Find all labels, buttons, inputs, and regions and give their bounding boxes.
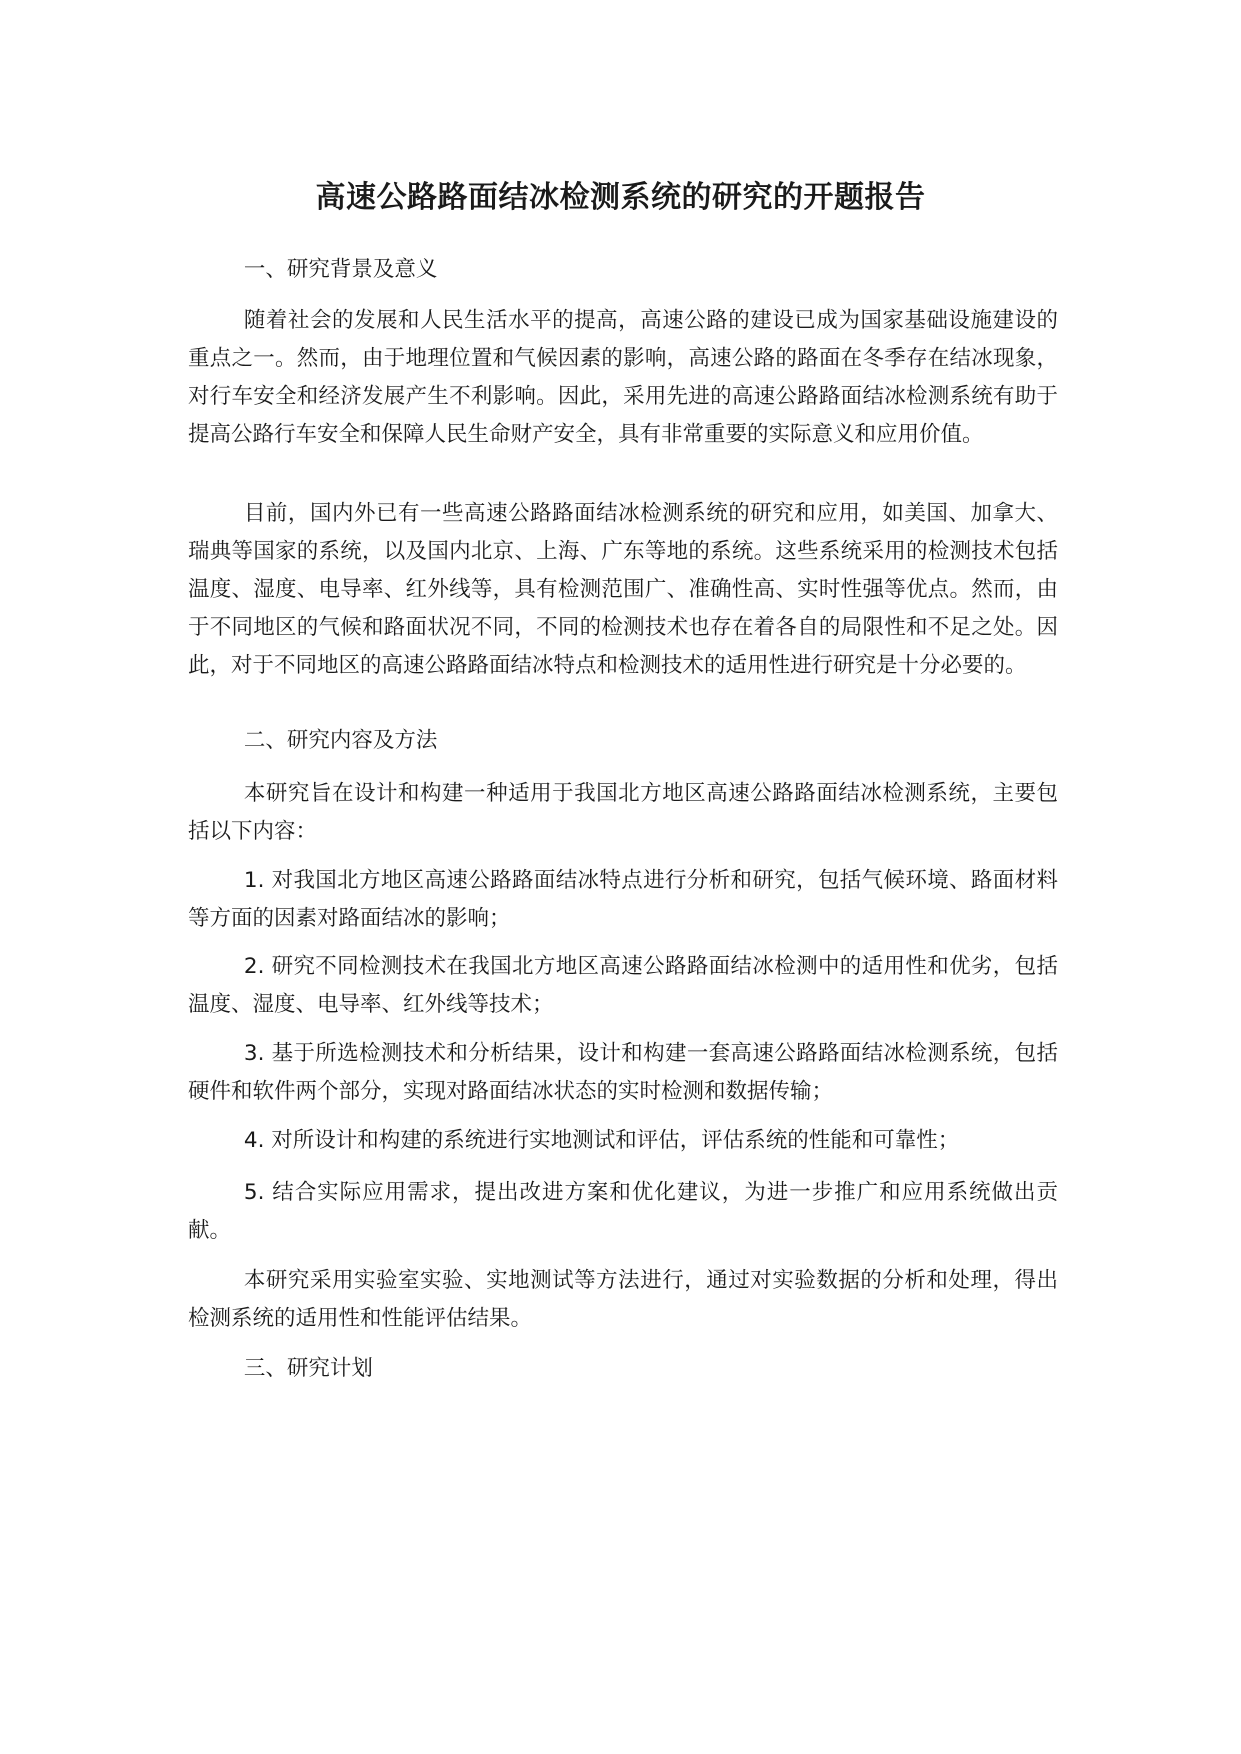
section-2-paragraph-7 — [188, 1262, 1058, 1338]
paragraph: 随着社会的发展和人民生活水平的提高，高速公路的建设已成为国家基础设施建设的重点之一。然而，由于地理位置和气候因素的影响，高速公路的路面在冬季存在结冰现象，对行车安全和经济发展产生不利影响。因此，采用先进的高速公路路面结冰检测系统有助于提高公路行车安全和保障人民生命财产安全，具有非常重要的实际意义和应用价值。 — [188, 308, 1058, 447]
section-2-paragraph-2 — [188, 862, 1058, 938]
list-item: 4. 对所设计和构建的系统进行实地测试和评估，评估系统的性能和可靠性； — [243, 1128, 960, 1153]
section-heading: 三、研究计划 — [243, 1356, 373, 1381]
paragraph: 本研究旨在设计和构建一种适用于我国北方地区高速公路路面结冰检测系统，主要包括以下内容： — [188, 781, 1058, 844]
section-1-paragraph-2 — [188, 495, 1058, 685]
section-2-paragraph-5 — [188, 1122, 1058, 1160]
paragraph: 目前，国内外已有一些高速公路路面结冰检测系统的研究和应用，如美国、加拿大、瑞典等国家的系统，以及国内北京、上海、广东等地的系统。这些系统采用的检测技术包括温度、湿度、电导率、红外线等，具有检测范围广、准确性高、实时性强等优点。然而，由于不同地区的气候和路面状况不同，不同的检测技术也存在着各自的局限性和不足之处。因此，对于不同地区的高速公路路面结冰特点和检测技术的适用性进行研究是十分必要的。 — [188, 501, 1058, 678]
section-heading: 一、研究背景及意义 — [243, 257, 438, 282]
list-item: 1. 对我国北方地区高速公路路面结冰特点进行分析和研究，包括气候环境、路面材料等方面的因素对路面结冰的影响； — [188, 868, 1058, 931]
paragraph: 本研究采用实验室实验、实地测试等方法进行，通过对实验数据的分析和处理，得出检测系统的适用性和性能评估结果。 — [188, 1268, 1058, 1331]
list-item: 3. 基于所选检测技术和分析结果，设计和构建一套高速公路路面结冰检测系统，包括硬件和软件两个部分，实现对路面结冰状态的实时检测和数据传输； — [188, 1041, 1058, 1104]
section-2-paragraph-4 — [188, 1035, 1058, 1111]
section-3 — [188, 1350, 1058, 1388]
section-heading: 二、研究内容及方法 — [243, 728, 438, 753]
section-2 — [188, 722, 1058, 760]
list-item: 5. 结合实际应用需求，提出改进方案和优化建议，为进一步推广和应用系统做出贡献。 — [188, 1180, 1058, 1243]
section-2-paragraph-1 — [188, 775, 1058, 851]
section-2-paragraph-3 — [188, 948, 1058, 1024]
list-item: 2. 研究不同检测技术在我国北方地区高速公路路面结冰检测中的适用性和优劣，包括温度、湿度、电导率、红外线等技术； — [188, 954, 1058, 1017]
section-1 — [188, 251, 1058, 289]
section-2-paragraph-6 — [188, 1174, 1058, 1250]
document-title: 高速公路路面结冰检测系统的研究的开题报告 — [315, 180, 926, 215]
section-1-paragraph-1 — [188, 302, 1058, 454]
